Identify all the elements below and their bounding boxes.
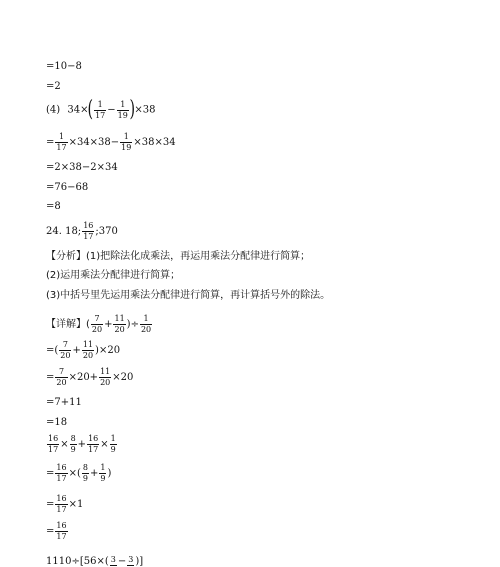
fraction: $\frac{1}{19}$ [121,132,132,152]
fraction: $\frac{16}{17}$ [83,221,94,241]
fraction: $\frac{16}{17}$ [88,434,99,454]
fraction: $\frac{11}{20}$ [114,314,125,334]
fraction: $\frac{7}{20}$ [56,367,67,387]
cut-off-line: 1110÷[56×( 3 − 3 )] [46,555,144,567]
step-line: = $\frac{16}{17}$ ×( $\frac{8}{9}$ + $\frac{1}{9}$ ) [46,463,112,483]
fraction: $\frac{8}{9}$ [82,463,88,483]
step-line: =18 [46,417,68,428]
fraction: 3 [128,555,134,564]
step-line: =2 [46,81,61,92]
analysis-line: (3)中括号里先运用乘法分配律进行简算，再计算括号外的除法。 [46,290,331,301]
fraction: $\frac{11}{20}$ [100,367,111,387]
step-line: =( $\frac{7}{20}$ + $\frac{11}{20}$ )×20 [46,340,121,360]
step-line: = $\frac{1}{17}$ ×34×38− $\frac{1}{19}$ ×38×34 [46,132,176,152]
operator: − [107,104,116,116]
right-paren: ) [129,97,135,122]
step-line: = $\frac{16}{17}$ [46,521,67,541]
step-line: = $\frac{7}{20}$ ×20+ $\frac{11}{20}$ ×20 [46,367,134,387]
fraction: $\frac{1}{19}$ [117,99,128,120]
fraction: $\frac{8}{9}$ [70,434,76,454]
step-line: $\frac{16}{17}$ × $\frac{8}{9}$ + $\frac{16}{17}$ × $\frac{1}{9}$ [48,434,116,454]
fraction: $\frac{1}{17}$ [56,132,67,152]
fraction: $\frac{16}{17}$ [48,434,59,454]
fraction: $\frac{16}{17}$ [56,494,67,514]
problem-label: (4) [46,104,61,116]
fraction: $\frac{1}{9}$ [110,434,116,454]
problem-4-line [46,99,156,121]
analysis-line: (2)运用乘法分配律进行简算； [46,270,181,281]
fraction: $\frac{16}{17}$ [56,463,67,483]
step-line: = $\frac{16}{17}$ ×1 [46,494,84,514]
fraction: $\frac{1}{20}$ [140,314,152,334]
fraction: $\frac{1}{17}$ [95,99,106,120]
fraction: $\frac{1}{9}$ [100,463,106,483]
step-line: =76−68 [46,182,89,193]
step-line: =7+11 [46,397,82,408]
fraction: $\frac{7}{20}$ [60,340,71,360]
step-line: =10−8 [46,61,82,72]
expr-text: ×38 [134,104,156,116]
detail-line: 【详解】( $\frac{7}{20}$ + $\frac{11}{20}$ )÷ $\frac{1}{20}$ [46,314,152,334]
step-line: =2×38−2×34 [46,162,118,173]
fraction: 3 [110,555,116,564]
left-paren: ( [87,97,94,122]
fraction: $\frac{11}{20}$ [82,340,94,360]
analysis-line: 【分析】(1)把除法化成乘法，再运用乘法分配律进行简算； [46,251,311,262]
fraction: $\frac{16}{17}$ [56,521,67,541]
step-line: =8 [46,201,61,212]
fraction: $\frac{7}{20}$ [91,314,103,334]
expr-text: 34× [67,104,89,116]
answer-24-line: 24. 18; $\frac{16}{17}$ ;370 [46,221,118,241]
